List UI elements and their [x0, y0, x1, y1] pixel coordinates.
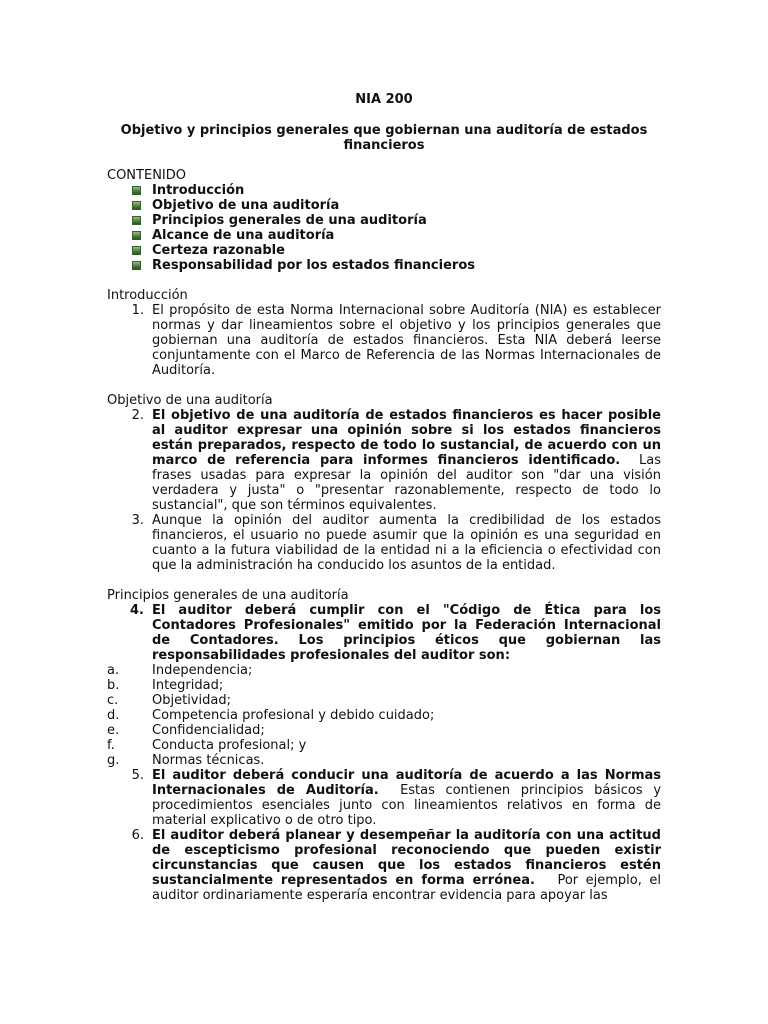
contents-item: Alcance de una auditoría	[107, 228, 661, 243]
list-item: c. Objetividad;	[107, 693, 231, 708]
paragraph-5	[107, 768, 661, 828]
paragraph-number: 1.	[131, 303, 144, 318]
paragraph-number: 6.	[131, 828, 144, 843]
paragraph-4	[107, 603, 661, 663]
list-item: e. Confidencialidad;	[107, 723, 265, 738]
bullet-icon	[132, 216, 141, 225]
list-item: d. Competencia profesional y debido cuidado;	[107, 708, 435, 723]
contents-heading: CONTENIDO	[107, 168, 186, 183]
paragraph-3	[107, 513, 661, 573]
document-title: NIA 200	[355, 92, 413, 107]
paragraph-bold-text: El auditor deberá conducir una auditoría de acuerdo a las Normas Internacionales de Auditoría.	[152, 768, 661, 798]
paragraph-text: El propósito de esta Norma Internacional sobre Auditoría (NIA) es establecer normas y dar lineamientos sobre el objetivo y los principios generales que gobiernan una auditoría de estados financieros. Esta NIA deberá leerse conjuntamente con el Marco de Referencia de las Normas Internacionales de Auditoría.	[152, 303, 661, 378]
list-item: a. Independencia;	[107, 663, 253, 678]
list-item: g. Normas técnicas.	[107, 753, 265, 768]
bullet-icon	[132, 201, 141, 210]
paragraph-number: 5.	[131, 768, 144, 783]
list-item: f. Conducta profesional; y	[107, 738, 307, 753]
ethics-principles-list	[107, 663, 661, 768]
paragraph-2	[107, 408, 661, 513]
bullet-icon	[132, 246, 141, 255]
section-heading-introduccion: Introducción	[107, 288, 188, 303]
bullet-icon	[132, 231, 141, 240]
contents-list	[107, 183, 661, 273]
paragraph-number: 4.	[130, 603, 144, 618]
contents-item: Introducción	[107, 183, 661, 198]
paragraph-bold-text: El auditor deberá planear y desempeñar la auditoría con una actitud de escepticismo profesional reconociendo que pueden existir circunstancias que causen que los estados financieros estén sustancialmente representados en forma errónea.	[152, 828, 661, 888]
paragraph-text: Aunque la opinión del auditor aumenta la credibilidad de los estados financieros, el usuario no puede asumir que la opinión es una seguridad en cuanto a la futura viabilidad de la entidad ni a la eficiencia o efectividad con que la administración ha conducido los asuntos de la entidad.	[152, 513, 661, 573]
paragraph-number: 2.	[131, 408, 144, 423]
document-subtitle: Objetivo y principios generales que gobiernan una auditoría de estados financieros	[120, 123, 648, 153]
section-heading-principios: Principios generales de una auditoría	[107, 588, 349, 603]
paragraph-1	[107, 303, 661, 378]
bullet-icon	[132, 186, 141, 195]
contents-item: Responsabilidad por los estados financieros	[107, 258, 661, 273]
bullet-icon	[132, 261, 141, 270]
list-item: b. Integridad;	[107, 678, 224, 693]
paragraph-bold-text: El objetivo de una auditoría de estados financieros es hacer posible al auditor expresar una opinión sobre si los estados financieros están preparados, respecto de todo lo sustancial, de acuerdo con un marco de referencia para informes financieros identificado.	[152, 408, 661, 468]
paragraph-6	[107, 828, 661, 903]
contents-item: Objetivo de una auditoría	[107, 198, 661, 213]
paragraph-text: Las frases usadas para expresar la opinión del auditor son "dar una visión verdadera y justa" o "presentar razonablemente, respecto de todo lo sustancial", que son términos equivalentes.	[152, 453, 662, 513]
contents-item: Principios generales de una auditoría	[107, 213, 661, 228]
paragraph-bold-text: El auditor deberá cumplir con el "Código de Ética para los Contadores Profesionales" emitido por la Federación Internacional de Contadores. Los principios éticos que gobiernan las responsabilidades profesionales del auditor son:	[152, 603, 661, 663]
contents-item: Certeza razonable	[107, 243, 661, 258]
section-heading-objetivo: Objetivo de una auditoría	[107, 393, 273, 408]
paragraph-text: Estas contienen principios básicos y procedimientos esenciales junto con lineamientos relativos en forma de material explicativo o de otro tipo.	[152, 783, 662, 828]
document-page	[107, 92, 661, 903]
paragraph-number: 3.	[131, 513, 144, 528]
paragraph-text: Por ejemplo, el auditor ordinariamente esperaría encontrar evidencia para apoyar las	[152, 873, 661, 903]
